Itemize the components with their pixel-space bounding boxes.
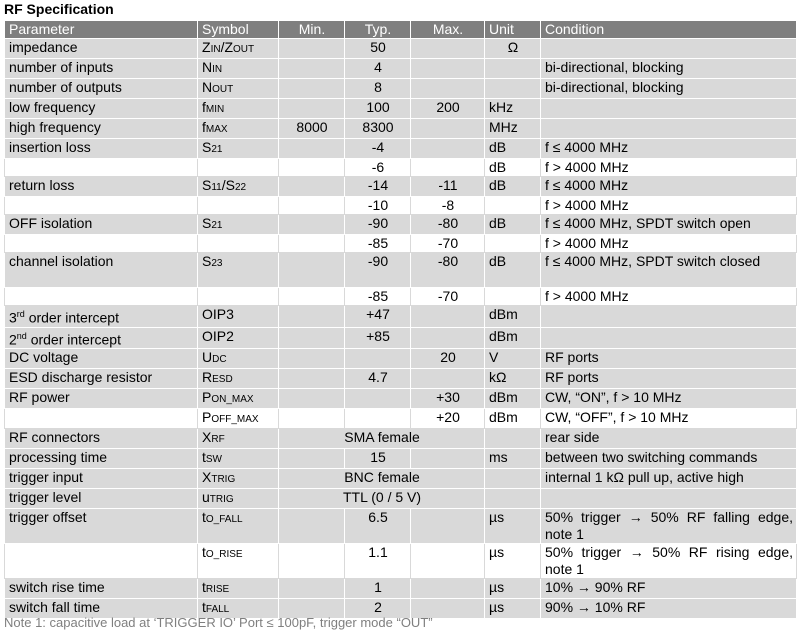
cell-condition: f ≤ 4000 MHz — [541, 139, 797, 159]
table-body — [5, 39, 797, 619]
cell-parameter: DC voltage — [5, 349, 198, 369]
table-row — [5, 349, 797, 369]
cell-symbol: tSW — [198, 449, 279, 469]
cell-symbol: ZIN/ZOUT — [198, 39, 279, 59]
header-max: Max. — [411, 21, 485, 39]
table-row — [5, 79, 797, 99]
cell-parameter — [5, 409, 198, 429]
cell-unit: ms — [485, 449, 541, 469]
cell-symbol: tFALL — [198, 599, 279, 619]
cell-typ: -10 — [345, 197, 411, 215]
header-typ: Typ. — [345, 21, 411, 39]
cell-min — [279, 59, 345, 79]
cell-unit: kΩ — [485, 369, 541, 389]
cell-max — [411, 59, 485, 79]
cell-max: +20 — [411, 409, 485, 429]
cell-typ: 2 — [345, 599, 411, 619]
section-title: RF Specification — [4, 1, 114, 17]
cell-min — [279, 327, 345, 349]
cell-condition — [541, 489, 797, 509]
cell-symbol: fMIN — [198, 99, 279, 119]
cell-max: 200 — [411, 99, 485, 119]
cell-symbol: uTRIG — [198, 489, 279, 509]
cell-parameter: number of outputs — [5, 79, 198, 99]
cell-typ: -6 — [345, 159, 411, 177]
table-row — [5, 409, 797, 429]
cell-parameter: impedance — [5, 39, 198, 59]
cell-typ: 6.5 — [345, 509, 411, 544]
cell-parameter: trigger offset — [5, 509, 198, 544]
table-row — [5, 579, 797, 599]
cell-symbol: POFF_MAX — [198, 409, 279, 429]
cell-parameter: OFF isolation — [5, 215, 198, 235]
cell-parameter — [5, 235, 198, 253]
cell-unit — [485, 489, 541, 509]
cell-typ — [345, 389, 411, 409]
cell-unit: dBm — [485, 389, 541, 409]
cell-parameter: RF power — [5, 389, 198, 409]
cell-condition: f ≤ 4000 MHz, SPDT switch open — [541, 215, 797, 235]
cell-typ: 50 — [345, 39, 411, 59]
cell-min — [279, 544, 345, 579]
cell-parameter: trigger level — [5, 489, 198, 509]
table-row — [5, 59, 797, 79]
cell-min — [279, 349, 345, 369]
cell-max: -80 — [411, 253, 485, 288]
cell-symbol — [198, 197, 279, 215]
cell-typ: -85 — [345, 288, 411, 306]
cell-value-span: TTL (0 / 5 V) — [279, 489, 485, 509]
cell-typ: 100 — [345, 99, 411, 119]
cell-unit: V — [485, 349, 541, 369]
table-row — [5, 197, 797, 215]
cell-unit — [485, 429, 541, 449]
table-row — [5, 159, 797, 177]
cell-max — [411, 79, 485, 99]
cell-unit: kHz — [485, 99, 541, 119]
cell-condition: 90% → 10% RF — [541, 599, 797, 619]
cell-min — [279, 39, 345, 59]
cell-max: 20 — [411, 349, 485, 369]
cell-parameter — [5, 544, 198, 579]
cell-symbol: S23 — [198, 253, 279, 288]
cell-unit: dB — [485, 215, 541, 235]
cell-typ: 15 — [345, 449, 411, 469]
cell-symbol: UDC — [198, 349, 279, 369]
cell-condition: f ≤ 4000 MHz — [541, 177, 797, 197]
table-header-row — [5, 21, 797, 39]
cell-unit — [485, 197, 541, 215]
cell-min — [279, 215, 345, 235]
table-row — [5, 429, 797, 449]
cell-unit: dB — [485, 139, 541, 159]
cell-parameter: ESD discharge resistor — [5, 369, 198, 389]
cell-min — [279, 159, 345, 177]
cell-condition: rear side — [541, 429, 797, 449]
cell-max: -11 — [411, 177, 485, 197]
cell-symbol: RESD — [198, 369, 279, 389]
cell-condition — [541, 99, 797, 119]
cell-min — [279, 288, 345, 306]
cell-symbol: PON_MAX — [198, 389, 279, 409]
cell-symbol: S11/S22 — [198, 177, 279, 197]
cell-condition: bi-directional, blocking — [541, 79, 797, 99]
cell-symbol: S21 — [198, 139, 279, 159]
cell-min — [279, 99, 345, 119]
cell-unit: µs — [485, 509, 541, 544]
cell-max — [411, 306, 485, 328]
table-row — [5, 449, 797, 469]
cell-max: -70 — [411, 235, 485, 253]
cell-unit: dB — [485, 159, 541, 177]
table-row — [5, 235, 797, 253]
cell-parameter: processing time — [5, 449, 198, 469]
cell-min — [279, 509, 345, 544]
cell-typ: -85 — [345, 235, 411, 253]
cell-symbol: tO_RISE — [198, 544, 279, 579]
table-row — [5, 177, 797, 197]
cell-max: +30 — [411, 389, 485, 409]
table-row — [5, 489, 797, 509]
cell-typ: +85 — [345, 327, 411, 349]
cell-unit: MHz — [485, 119, 541, 139]
cell-symbol: NIN — [198, 59, 279, 79]
cell-parameter: trigger input — [5, 469, 198, 489]
cell-typ: -4 — [345, 139, 411, 159]
cell-max — [411, 369, 485, 389]
cell-condition: RF ports — [541, 369, 797, 389]
cell-symbol: OIP2 — [198, 327, 279, 349]
cell-condition: f > 4000 MHz — [541, 197, 797, 215]
table-row — [5, 288, 797, 306]
table-row — [5, 327, 797, 349]
cell-unit — [485, 79, 541, 99]
cell-symbol: tRISE — [198, 579, 279, 599]
cell-condition — [541, 39, 797, 59]
cell-max — [411, 119, 485, 139]
cell-min — [279, 139, 345, 159]
cell-max — [411, 449, 485, 469]
footnote: Note 1: capacitive load at ‘TRIGGER IO’ Port ≤ 100pF, trigger mode “OUT” — [4, 615, 433, 630]
cell-condition: f > 4000 MHz — [541, 235, 797, 253]
cell-parameter: number of inputs — [5, 59, 198, 79]
cell-typ — [345, 409, 411, 429]
cell-unit — [485, 288, 541, 306]
table-row — [5, 469, 797, 489]
cell-min — [279, 235, 345, 253]
cell-symbol: XRF — [198, 429, 279, 449]
header-min: Min. — [279, 21, 345, 39]
table-row — [5, 306, 797, 328]
table-row — [5, 39, 797, 59]
cell-unit — [485, 59, 541, 79]
cell-unit: dB — [485, 253, 541, 288]
cell-min — [279, 253, 345, 288]
cell-min — [279, 409, 345, 429]
table-row — [5, 253, 797, 288]
cell-unit: dBm — [485, 327, 541, 349]
cell-parameter: insertion loss — [5, 139, 198, 159]
cell-min — [279, 449, 345, 469]
cell-parameter: RF connectors — [5, 429, 198, 449]
cell-max — [411, 327, 485, 349]
cell-min — [279, 369, 345, 389]
table-row — [5, 119, 797, 139]
cell-condition: CW, “OFF”, f > 10 MHz — [541, 409, 797, 429]
cell-parameter: channel isolation — [5, 253, 198, 288]
cell-max: -8 — [411, 197, 485, 215]
rf-spec-table — [4, 20, 797, 619]
cell-typ — [345, 349, 411, 369]
cell-min — [279, 177, 345, 197]
cell-parameter: switch rise time — [5, 579, 198, 599]
cell-symbol — [198, 159, 279, 177]
cell-typ: 1.1 — [345, 544, 411, 579]
table-row — [5, 215, 797, 235]
header-symbol: Symbol — [198, 21, 279, 39]
cell-min — [279, 579, 345, 599]
cell-symbol: NOUT — [198, 79, 279, 99]
table-row — [5, 369, 797, 389]
cell-unit — [485, 235, 541, 253]
cell-condition — [541, 306, 797, 328]
cell-min: 8000 — [279, 119, 345, 139]
header-parameter: Parameter — [5, 21, 198, 39]
cell-value-span: SMA female — [279, 429, 485, 449]
cell-typ: -90 — [345, 215, 411, 235]
table-row — [5, 139, 797, 159]
cell-condition: f > 4000 MHz — [541, 288, 797, 306]
cell-condition: bi-directional, blocking — [541, 59, 797, 79]
cell-unit: dB — [485, 177, 541, 197]
cell-min — [279, 306, 345, 328]
cell-condition: internal 1 kΩ pull up, active high — [541, 469, 797, 489]
cell-min — [279, 389, 345, 409]
cell-parameter: 3rd order intercept — [5, 306, 198, 328]
cell-max — [411, 509, 485, 544]
cell-unit: dBm — [485, 306, 541, 328]
cell-condition: 50% trigger → 50% RF rising edge, note 1 — [541, 544, 797, 579]
header-condition: Condition — [541, 21, 797, 39]
cell-max — [411, 139, 485, 159]
cell-unit: µs — [485, 579, 541, 599]
cell-condition — [541, 119, 797, 139]
cell-parameter — [5, 197, 198, 215]
cell-unit — [485, 469, 541, 489]
cell-unit: Ω — [485, 39, 541, 59]
cell-condition: f ≤ 4000 MHz, SPDT switch closed — [541, 253, 797, 288]
cell-symbol — [198, 288, 279, 306]
cell-unit: µs — [485, 599, 541, 619]
cell-value-span: BNC female — [279, 469, 485, 489]
cell-condition: f > 4000 MHz — [541, 159, 797, 177]
cell-max: -70 — [411, 288, 485, 306]
cell-symbol: fMAX — [198, 119, 279, 139]
table-row — [5, 389, 797, 409]
cell-symbol: XTRIG — [198, 469, 279, 489]
cell-typ: 1 — [345, 579, 411, 599]
cell-unit: dBm — [485, 409, 541, 429]
cell-parameter: switch fall time — [5, 599, 198, 619]
cell-max — [411, 579, 485, 599]
cell-symbol: OIP3 — [198, 306, 279, 328]
cell-parameter: return loss — [5, 177, 198, 197]
cell-condition: 50% trigger → 50% RF falling edge, note 1 — [541, 509, 797, 544]
cell-unit: µs — [485, 544, 541, 579]
cell-parameter: 2nd order intercept — [5, 327, 198, 349]
cell-typ: 8 — [345, 79, 411, 99]
cell-parameter: high frequency — [5, 119, 198, 139]
cell-min — [279, 79, 345, 99]
cell-typ: +47 — [345, 306, 411, 328]
table-row — [5, 99, 797, 119]
cell-symbol — [198, 235, 279, 253]
cell-typ: -90 — [345, 253, 411, 288]
cell-condition: CW, “ON”, f > 10 MHz — [541, 389, 797, 409]
cell-min — [279, 197, 345, 215]
cell-parameter — [5, 288, 198, 306]
cell-condition: 10% → 90% RF — [541, 579, 797, 599]
cell-condition: between two switching commands — [541, 449, 797, 469]
cell-max — [411, 159, 485, 177]
cell-parameter: low frequency — [5, 99, 198, 119]
cell-max: -80 — [411, 215, 485, 235]
table-row — [5, 509, 797, 544]
cell-max — [411, 39, 485, 59]
cell-parameter — [5, 159, 198, 177]
header-unit: Unit — [485, 21, 541, 39]
cell-condition — [541, 327, 797, 349]
cell-typ: -14 — [345, 177, 411, 197]
cell-symbol: tO_FALL — [198, 509, 279, 544]
cell-typ: 4.7 — [345, 369, 411, 389]
cell-typ: 8300 — [345, 119, 411, 139]
cell-symbol: S21 — [198, 215, 279, 235]
table-row — [5, 544, 797, 579]
cell-condition: RF ports — [541, 349, 797, 369]
cell-typ: 4 — [345, 59, 411, 79]
cell-max — [411, 544, 485, 579]
